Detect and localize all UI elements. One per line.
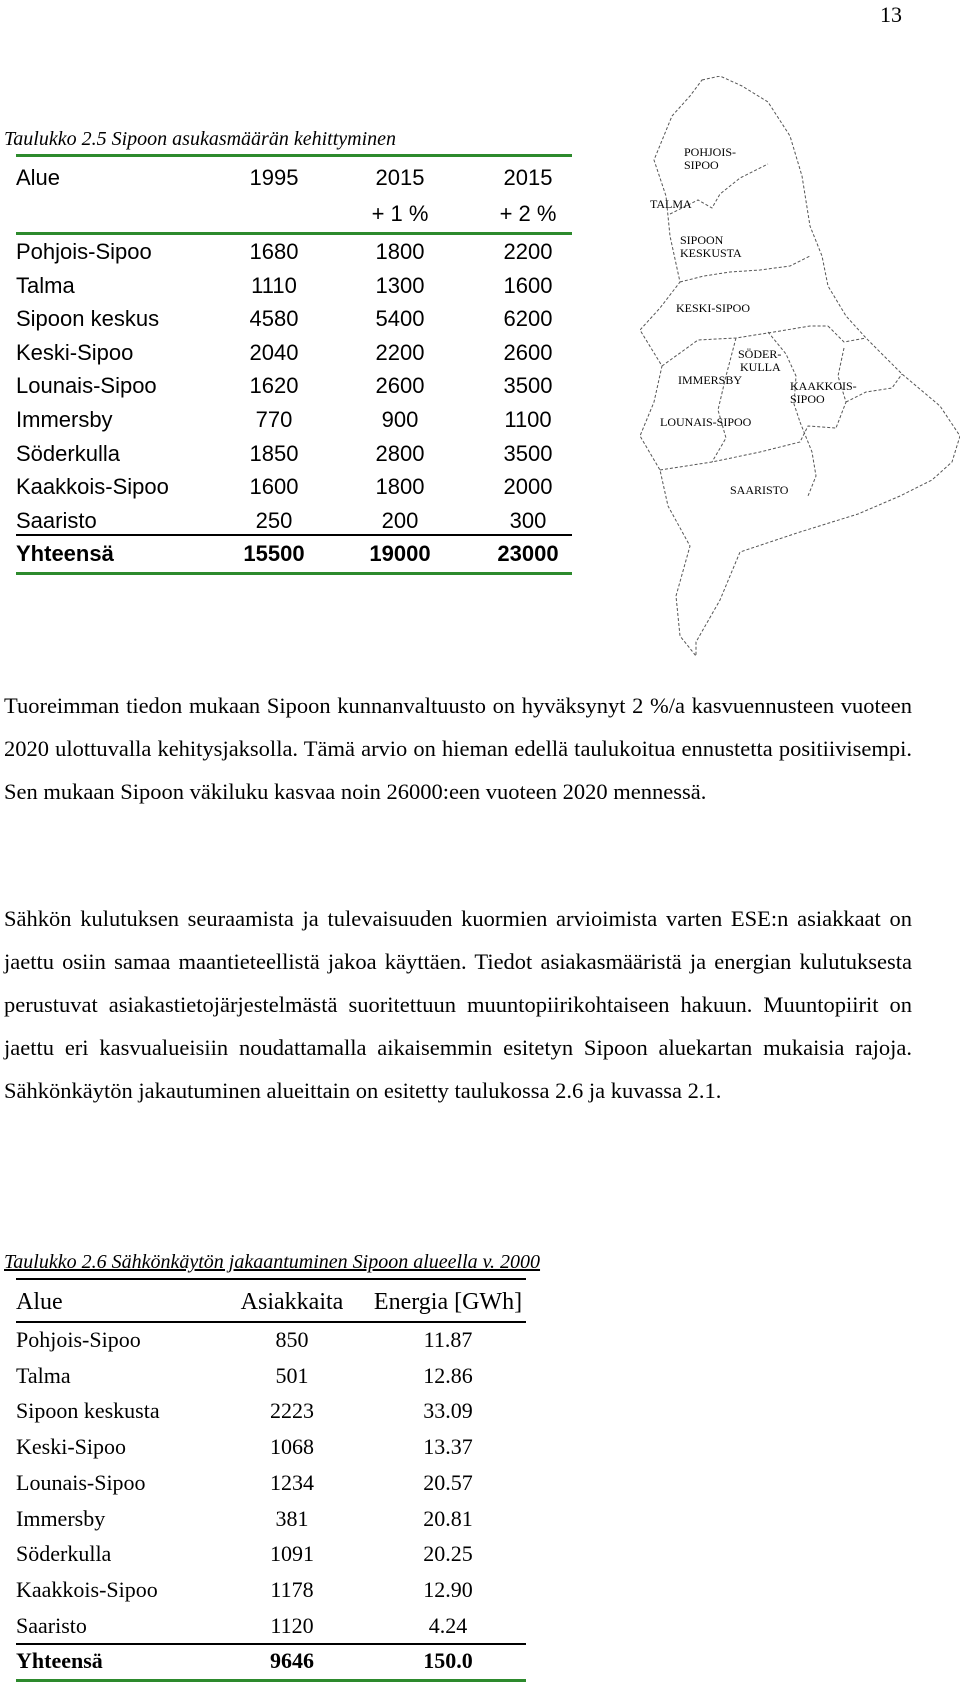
table-2-5-top-rule: [16, 154, 572, 157]
table-row: [16, 1501, 546, 1537]
table-2-6-cell: 1068: [270, 1434, 314, 1460]
table-row: [16, 268, 576, 304]
paragraph-growth-forecast: Tuoreimman tiedon mukaan Sipoon kunnanvaltuusto on hyväksynyt 2 %/a kasvuennusteen vuoteen 2020 ulottuvalla kehitysjaksolla. Tämä arvio on hieman edellä taulukoitua ennustetta positiivisempi. Sen mukaan Sipoon väkiluku kasvaa noin 26000:een vuoteen 2020 mennessä.: [4, 693, 912, 804]
map-label-pohjois-sipoo-2: SIPOO: [684, 158, 719, 172]
map-label-kaakkois-sipoo-2: SIPOO: [790, 392, 825, 406]
table-2-5-cell: Keski-Sipoo: [16, 339, 134, 365]
table-2-5-total-rule: [16, 534, 572, 536]
map-label-saaristo: SAARISTO: [730, 483, 789, 497]
table-2-5-cell: 2200: [375, 339, 425, 365]
table-header-row: [16, 1284, 546, 1320]
table-row: [16, 402, 576, 438]
table-2-6-cell: Immersby: [16, 1505, 106, 1531]
table-2-5-caption: Taulukko 2.5 Sipoon asukasmäärän kehittyminen: [4, 128, 397, 150]
table-row: [16, 335, 576, 371]
table-2-5-cell: 1800: [375, 474, 425, 500]
table-2-5-cell: 2040: [249, 339, 299, 365]
table-row: [16, 503, 576, 539]
table-2-5-cell: 4580: [249, 306, 299, 332]
table-2-5-cell: 1680: [249, 239, 299, 264]
table-2-5-cell: 6200: [503, 306, 553, 332]
table-2-5-cell: Saaristo: [16, 507, 97, 533]
map-label-sipoon-keskusta-1: SIPOON: [680, 233, 724, 247]
table-2-5-cell: 300: [509, 507, 547, 533]
map-label-soderkulla-1: SÖDER-: [738, 347, 782, 361]
table-2-5-cell: 250: [255, 507, 293, 533]
table-2-5-cell: 19000: [369, 541, 431, 567]
table-2-5-cell: 2800: [375, 440, 425, 466]
table-2-5-cell: 1100: [504, 407, 552, 432]
table-2-5-cell: 23000: [497, 541, 559, 567]
table-2-5-cell: 3500: [503, 373, 553, 399]
table-2-5-cell: Yhteensä: [16, 541, 114, 567]
table-2-5-cell: 2015: [503, 165, 553, 190]
table-2-5-cell: 5400: [375, 306, 425, 332]
table-2-5-cell: 1620: [249, 373, 299, 399]
table-row: [16, 1465, 546, 1501]
table-row: [16, 1608, 546, 1644]
table-2-6-cell: Asiakkaita: [240, 1289, 344, 1315]
table-2-6-cell: 150.0: [423, 1648, 473, 1674]
table-2-6-cell: 20.81: [423, 1505, 473, 1531]
table-2-6-cell: Pohjois-Sipoo: [16, 1327, 141, 1352]
table-2-6-cell: 13.37: [423, 1434, 473, 1460]
table-2-6-cell: 12.86: [423, 1362, 473, 1388]
table-2-6-cell: 4.24: [428, 1612, 468, 1638]
table-2-6-cell: Kaakkois-Sipoo: [16, 1576, 158, 1602]
table-2-5-cell: 770: [255, 407, 293, 432]
table-2-5-cell: Pohjois-Sipoo: [16, 239, 152, 264]
table-2-6-cell: Sipoon keskusta: [16, 1398, 160, 1424]
table-2-5-cell: 2600: [375, 373, 425, 399]
table-2-6-cell: 11.87: [423, 1327, 473, 1352]
table-2-5-cell: 1600: [503, 272, 553, 298]
table-2-6-cell: 9646: [270, 1648, 314, 1674]
table-row: [16, 1393, 546, 1429]
table-row: [16, 234, 576, 270]
map-label-lounais-sipoo: LOUNAIS-SIPOO: [660, 415, 752, 429]
table-2-5-cell: Lounais-Sipoo: [16, 373, 157, 399]
table-2-6-caption: Taulukko 2.6 Sähkönkäytön jakaantuminen Sipoon alueella v. 2000: [4, 1251, 541, 1273]
table-2-6-cell: 20.25: [423, 1541, 473, 1567]
table-2-6-cell: Talma: [16, 1362, 71, 1388]
table-row: [16, 1429, 546, 1465]
table-row: [16, 436, 576, 472]
map-label-pohjois-sipoo-1: POHJOIS-: [684, 145, 737, 159]
table-2-6-cell: 1178: [270, 1576, 314, 1602]
table-2-5-cell: 2000: [503, 474, 553, 500]
table-2-5-cell: 1300: [375, 272, 425, 298]
table-2-5-cell: + 2 %: [499, 201, 557, 226]
table-row: [16, 368, 576, 404]
table-2-5-cell: 3500: [503, 440, 553, 466]
table-2-6-cell: 2223: [270, 1398, 314, 1424]
table-header-row: [16, 160, 576, 196]
table-2-5-cell: Söderkulla: [16, 440, 120, 466]
table-2-6-header-rule: [16, 1321, 526, 1323]
table-2-6-cell: Saaristo: [16, 1612, 87, 1638]
table-2-6-cell: 1120: [270, 1612, 314, 1638]
table-2-5-cell: 1800: [375, 239, 425, 264]
table-subheader-row: [16, 196, 576, 232]
paragraph-electricity-consumption: Sähkön kulutuksen seuraamista ja tulevaisuuden kuormien arvioimista varten ESE:n asiakkaat on jaettu osiin samaa maantieteellistä jakoa käyttäen. Tiedot asiakasmääristä ja energian kulutuksesta perustuvat asiakastietojärjestelmästä suoritettuun muuntopiirikohtaiseen hakuun. Muuntopiirit on jaettu eri kasvualueisiin noudattamalla aikaisemmin esitetyn Sipoon aluekartan mukaisia rajoja. Sähkönkäytön jakautuminen alueittain on esitetty taulukossa 2.6 ja kuvassa 2.1.: [4, 906, 912, 1103]
table-2-6-total-rule: [16, 1643, 526, 1645]
table-2-5-bottom-rule: [16, 572, 572, 575]
table-2-5-cell: Immersby: [16, 407, 113, 432]
table-2-6-cell: 850: [275, 1327, 309, 1352]
map-label-kaakkois-sipoo-1: KAAKKOIS-: [790, 379, 857, 393]
table-2-6-cell: Lounais-Sipoo: [16, 1469, 146, 1495]
table-2-5-cell: 15500: [243, 541, 305, 567]
table-2-5-cell: 1850: [249, 440, 299, 466]
table-2-5-cell: 1995: [249, 165, 299, 190]
table-row: [16, 469, 576, 505]
table-2-5-cell: 2200: [503, 239, 553, 264]
table-2-6-cell: 1234: [270, 1469, 314, 1495]
table-2-5-cell: Alue: [16, 165, 61, 190]
table-2-6-cell: 1091: [270, 1541, 314, 1567]
table-2-6-top-rule: [16, 1278, 526, 1280]
table-2-5-cell: Kaakkois-Sipoo: [16, 474, 169, 500]
table-2-6-cell: 381: [275, 1505, 309, 1531]
table-row: [16, 1358, 546, 1394]
table-2-6-cell: Keski-Sipoo: [16, 1434, 126, 1460]
table-2-6-cell: Yhteensä: [16, 1648, 103, 1674]
table-row: [16, 1572, 546, 1608]
table-2-5-cell: Sipoon keskus: [16, 306, 160, 332]
table-2-6-cell: Energia [GWh]: [373, 1289, 523, 1315]
table-2-5-cell: 200: [381, 507, 419, 533]
table-2-5-cell: 1600: [249, 474, 299, 500]
table-2-6-cell: Alue: [16, 1289, 63, 1315]
map-label-sipoon-keskusta-2: KESKUSTA: [680, 246, 742, 260]
table-row: [16, 301, 576, 337]
table-2-5-cell: 1110: [251, 272, 297, 298]
table-total-row: [16, 536, 576, 572]
table-2-5-cell: + 1 %: [371, 201, 429, 226]
map-label-soderkulla-2: KULLA: [740, 360, 781, 374]
table-total-row: [16, 1643, 546, 1679]
map-label-keski-sipoo: KESKI-SIPOO: [676, 301, 751, 315]
map-label-immersby: IMMERSBY: [678, 373, 743, 387]
table-2-5-cell: 900: [381, 407, 419, 432]
table-2-6-cell: Söderkulla: [16, 1541, 112, 1567]
table-2-5-cell: Talma: [16, 272, 75, 298]
table-row: [16, 1322, 546, 1358]
page-number: 13: [880, 2, 902, 27]
map-label-talma: TALMA: [650, 197, 692, 211]
table-2-5-cell: 2015: [375, 165, 425, 190]
sipoo-region-map: [640, 76, 960, 656]
table-2-6-cell: 33.09: [423, 1398, 473, 1424]
table-2-6-cell: 20.57: [423, 1469, 473, 1495]
table-2-6-cell: 12.90: [423, 1576, 473, 1602]
table-row: [16, 1536, 546, 1572]
table-2-5-cell: 2600: [503, 339, 553, 365]
table-2-6-cell: 501: [275, 1362, 309, 1388]
table-2-5-header-rule: [16, 232, 572, 235]
